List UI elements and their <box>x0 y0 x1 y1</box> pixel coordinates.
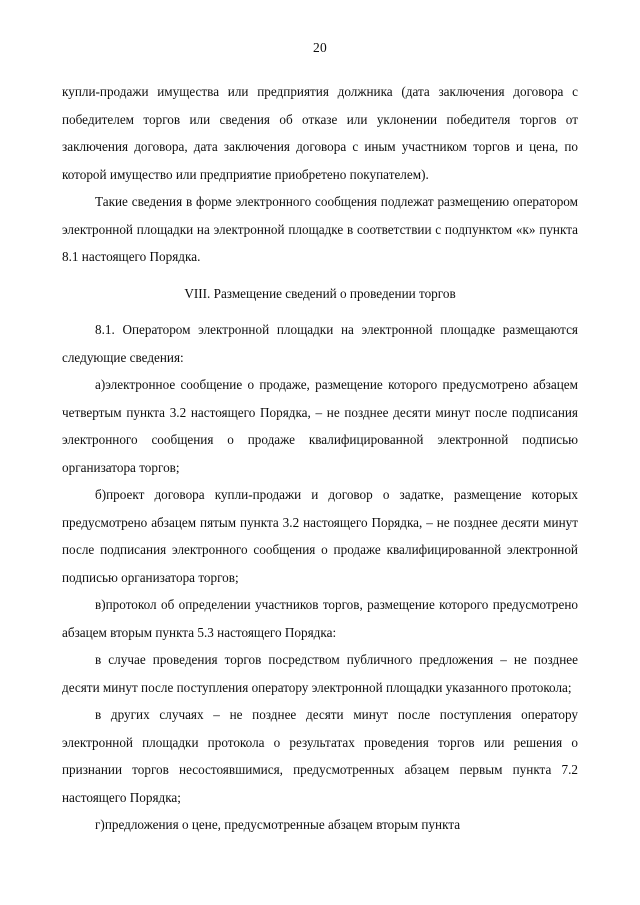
paragraph-such-information: Такие сведения в форме электронного сообщения подлежат размещению оператором электронной площадки на электронной площадке в соответствии с подпунктом «к» пункта 8.1 настоящего Порядка. <box>62 194 578 264</box>
paragraph-continuation: купли-продажи имущества или предприятия должника (дата заключения договора с победителем торгов или сведения об отказе или уклонении победителя торгов от заключения договора, дата заключения договора с иным участником торгов и цена, по которой имущество или предприятие приобретено покупателем). <box>62 84 578 182</box>
list-item-a <box>62 371 578 481</box>
list-marker-b: б) <box>95 487 107 502</box>
list-item-b <box>62 481 578 591</box>
list-item-b-text: проект договора купли-продажи и договор о задатке, размещение которых предусмотрено абзацем пятым пункта 3.2 настоящего Порядка, – не позднее десяти минут после подписания электронного сообщения о продаже квалифицированной электронной подписью организатора торгов; <box>62 487 578 585</box>
list-item-g <box>62 811 578 839</box>
page-number: 20 <box>312 40 328 55</box>
list-item-v <box>62 591 578 646</box>
list-marker-g: г) <box>95 817 105 832</box>
document-body <box>62 78 578 839</box>
list-item-a-text: электронное сообщение о продаже, размещение которого предусмотрено абзацем четвертым пункта 3.2 настоящего Порядка, – не позднее десяти минут после подписания электронного сообщения о продаже квалифицированной электронной подписью организатора торгов; <box>62 377 578 475</box>
list-marker-a: а) <box>95 377 106 392</box>
list-item-g-text: предложения о цене, предусмотренные абзацем вторым пункта <box>104 817 461 832</box>
section-heading-viii: VIII. Размещение сведений о проведении торгов <box>184 285 456 301</box>
list-item-v-text: протокол об определении участников торгов, размещение которого предусмотрено абзацем вторым пункта 5.3 настоящего Порядка: <box>62 597 578 640</box>
paragraph-other-cases: в других случаях – не позднее десяти минут после поступления оператору электронной площадки протокола о результатах проведения торгов или решения о признании торгов несостоявшимися, предусмотренных абзацем первым пункта 7.2 настоящего Порядка; <box>62 707 578 805</box>
list-marker-v: в) <box>95 597 106 612</box>
paragraph-8-1: 8.1. Оператором электронной площадки на электронной площадке размещаются следующие сведения: <box>62 322 578 365</box>
paragraph-public-offer-case: в случае проведения торгов посредством публичного предложения – не позднее десяти минут после поступления оператору электронной площадки указанного протокола; <box>62 652 578 695</box>
